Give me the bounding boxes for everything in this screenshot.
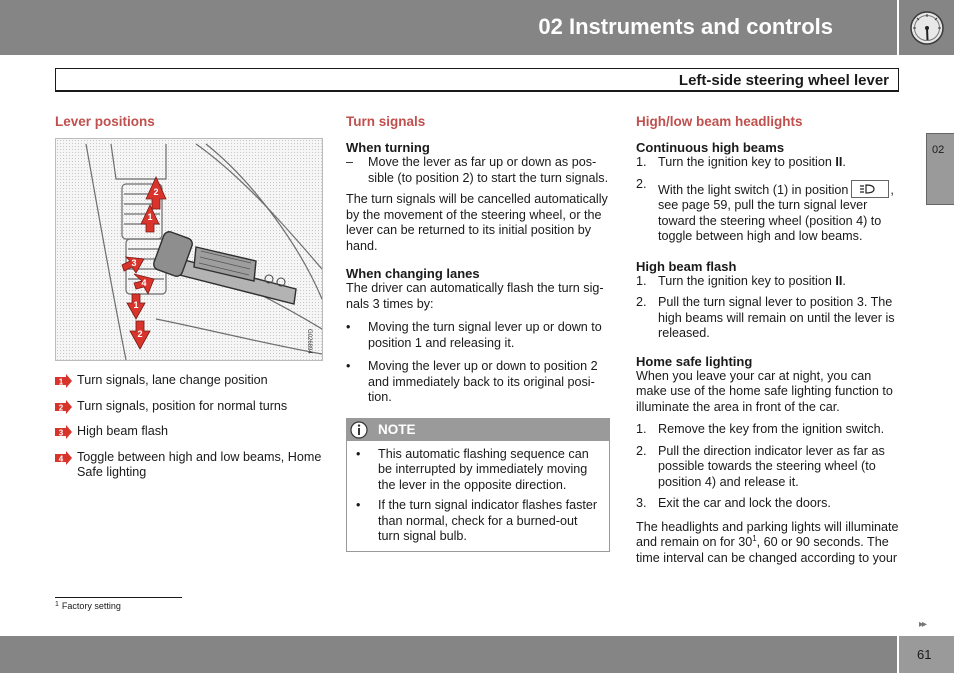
lever-illustration [55, 138, 323, 361]
changing-lanes-title: When changing lanes [346, 266, 480, 281]
changing-lanes-list [346, 320, 610, 406]
chapter-title: 02 Instruments and controls [538, 14, 833, 39]
step-text: Turn the ignition key to position [658, 273, 836, 288]
section-title: Left-side steering wheel lever [678, 72, 889, 89]
legend-text: Turn signals, position for normal turns [77, 398, 288, 413]
legend-item [55, 450, 323, 481]
marker-label: 1 [133, 300, 139, 310]
chapter-side-tab[interactable] [926, 133, 954, 205]
home-safe-closing [636, 520, 902, 567]
list-item [636, 496, 902, 512]
step-number: 3. [636, 496, 647, 510]
list-item [636, 444, 902, 491]
step-number: 1. [636, 155, 647, 169]
step-text: With the light switch (1) in position [658, 182, 849, 197]
chapter-icon-box [899, 0, 954, 55]
note-header [347, 419, 609, 441]
header-bar [0, 0, 897, 55]
bullet-mark: • [346, 359, 351, 373]
ignition-position: II [835, 273, 843, 288]
footnote-number: 1 [55, 601, 59, 608]
list-item [636, 295, 902, 342]
list-item [636, 155, 902, 171]
svg-text:1: 1 [58, 377, 64, 387]
flash-steps [636, 274, 902, 342]
lever-positions-heading: Lever positions [55, 114, 155, 129]
step-end: . [842, 273, 846, 288]
list-item [636, 177, 902, 245]
callout-4-icon [55, 451, 72, 465]
list-item [346, 359, 610, 406]
list-item [346, 320, 610, 351]
step-text: Turn the ignition key to position [658, 155, 836, 169]
step-text-cont: , see page 59, pull the turn signal lever toward the steering wheel (position 4) to toggle between high and low beams. [658, 182, 894, 243]
changing-lanes-paragraph: The driver can automatically flash the turn sig-nals 3 times by: [346, 281, 604, 311]
page-number-box [899, 636, 954, 673]
turn-signals-column [346, 114, 610, 552]
headlights-heading: High/low beam headlights [636, 114, 803, 129]
legend-item [55, 399, 323, 415]
ignition-position: II [835, 155, 843, 169]
bullet-mark: • [356, 498, 361, 512]
turning-steps [346, 155, 610, 186]
step-text: Remove the key from the ignition switch. [658, 422, 885, 436]
note-item-text: This automatic flashing sequence can be interrupted by immediately moving the lever in the opposite direction. [378, 446, 589, 492]
step-text: Exit the car and lock the doors. [658, 496, 831, 510]
callout-2-icon [55, 400, 72, 414]
turn-signals-heading: Turn signals [346, 114, 426, 129]
continuous-steps [636, 155, 902, 245]
svg-text:3: 3 [58, 428, 64, 438]
list-item-text: Moving the turn signal lever up or down to position 1 and releasing it. [368, 320, 602, 350]
legend-text: Turn signals, lane change position [77, 373, 268, 387]
section-header [55, 68, 899, 92]
list-item [356, 447, 601, 494]
footnote-ref[interactable]: 1 [752, 534, 757, 543]
note-body [347, 441, 609, 551]
closing-text-cont: , 60 or 90 seconds. The time interval can be changed according to your [636, 535, 898, 565]
step-number: 1. [636, 422, 647, 436]
svg-text:2: 2 [58, 403, 64, 412]
step-number: 1. [636, 273, 647, 288]
gauge-icon [909, 10, 945, 46]
lever-positions-column [55, 114, 323, 491]
footnote [55, 601, 121, 612]
dash-mark: – [346, 155, 354, 169]
list-item-text: Moving the lever up or down to position 2 and immediately back to its original posi-tion. [368, 359, 598, 404]
list-item [636, 274, 902, 290]
marker-label: 2 [137, 329, 143, 339]
when-turning-title: When turning [346, 140, 430, 155]
info-icon [350, 421, 368, 439]
callout-1-icon [55, 374, 72, 388]
list-item [346, 155, 610, 186]
continuous-high-beams-title: Continuous high beams [636, 140, 785, 155]
legend-text: High beam flash [77, 424, 169, 438]
footnote-rule [55, 597, 182, 598]
legend-item [55, 424, 323, 440]
marker-label: 1 [147, 212, 153, 222]
legend-item [55, 373, 323, 389]
note-item-text: If the turn signal indicator flashes faster than normal, check for a burned-out turn signal bulb. [378, 498, 598, 543]
illustration-code: G026894 [306, 329, 312, 354]
callout-3-icon [55, 425, 72, 439]
note-box [346, 418, 610, 552]
page-number: 61 [917, 647, 932, 662]
step-text: Pull the turn signal lever to position 3. The high beams will remain on until the lever is released. [658, 295, 895, 340]
footnote-text: Factory setting [61, 601, 121, 611]
marker-label: 4 [141, 278, 147, 288]
side-tab-label: 02 [932, 144, 945, 156]
list-item [356, 498, 601, 545]
lever-diagram [56, 139, 322, 360]
home-safe-lighting-title: Home safe lighting [636, 353, 753, 369]
headlight-switch-icon [851, 180, 889, 198]
continue-arrows-icon[interactable]: ▸▸ [919, 619, 926, 630]
marker-label: 3 [131, 258, 137, 268]
step-end: . [842, 155, 846, 169]
legend [55, 373, 323, 481]
step-text: Pull the direction indicator lever as far as possible towards the steering wheel (to position 4) and release it. [658, 443, 885, 489]
bullet-mark: • [346, 320, 351, 334]
home-safe-steps [636, 422, 902, 512]
step-number: 2. [636, 176, 647, 191]
home-safe-paragraph: When you leave your car at night, you can make use of the home safe lighting function to illuminate the area in front of the car. [636, 368, 893, 414]
step-number: 2. [636, 443, 647, 458]
high-beam-flash-title: High beam flash [636, 258, 737, 274]
footer-bar [0, 636, 897, 673]
turning-paragraph: The turn signals will be cancelled automatically by the movement of the steering wheel, or the lever can be returned to its initial position by hand. [346, 192, 608, 253]
legend-text: Toggle between high and low beams, Home Safe lighting [77, 449, 322, 479]
svg-text:4: 4 [58, 454, 64, 463]
marker-label: 2 [153, 187, 159, 197]
step-number: 2. [636, 295, 647, 309]
list-item [636, 422, 902, 438]
closing-text: The headlights and parking lights will illuminate and remain on for 30 [636, 519, 899, 549]
bullet-mark: • [356, 446, 361, 461]
note-label: NOTE [378, 421, 416, 437]
turning-step-text: Move the lever as far up or down as pos-sible (to position 2) to start the turn signals. [368, 155, 609, 185]
headlights-column [636, 114, 902, 572]
